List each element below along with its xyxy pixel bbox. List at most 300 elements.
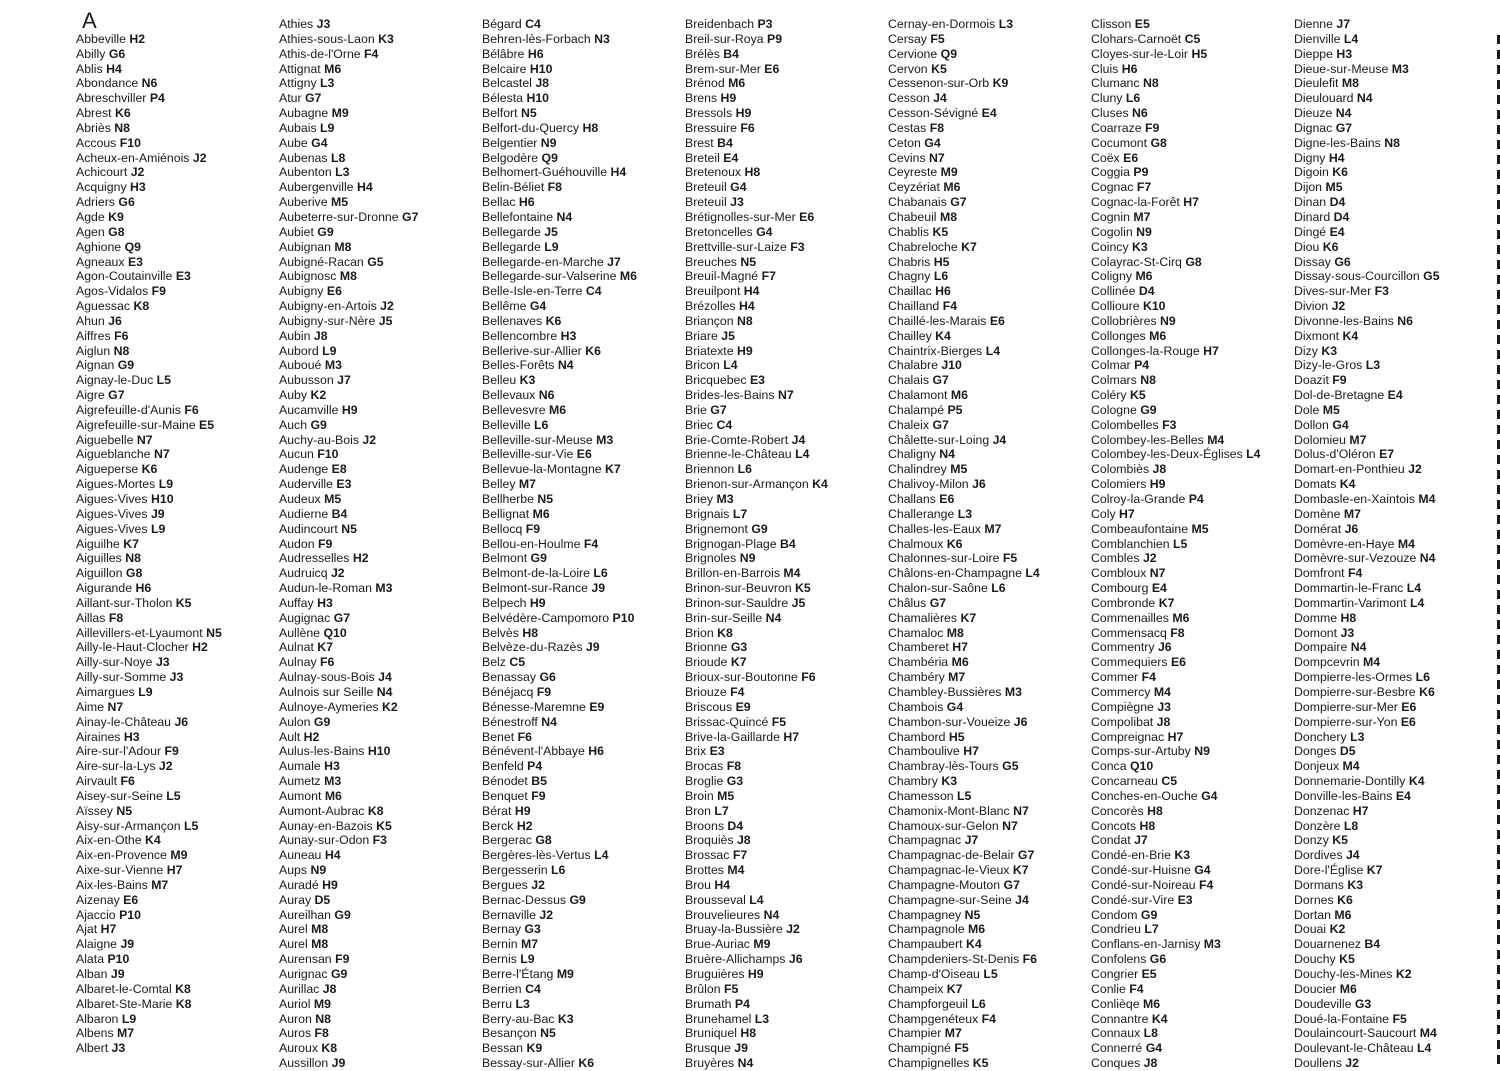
grid-reference: J9 <box>591 581 606 596</box>
place-name: Colmar <box>1091 358 1131 373</box>
place-name: Bessay-sur-Allier <box>482 1056 575 1071</box>
place-entry <box>1294 269 1494 284</box>
place-name: Belpech <box>482 595 527 610</box>
grid-reference: M9 <box>331 106 349 121</box>
place-name: Dissay <box>1294 254 1331 269</box>
place-entry <box>1091 581 1291 596</box>
place-entry <box>482 136 682 151</box>
place-entry <box>482 581 682 596</box>
grid-reference: N4 <box>376 684 393 699</box>
place-name: Digne-les-Bains <box>1294 135 1381 150</box>
place-name: Breteuil <box>685 180 727 195</box>
place-entry <box>1294 314 1494 329</box>
grid-reference: P10 <box>107 952 130 967</box>
place-entry <box>1294 833 1494 848</box>
place-name: Champaubert <box>888 937 963 952</box>
place-entry <box>482 522 682 537</box>
place-entry <box>888 848 1088 863</box>
place-entry <box>1294 878 1494 893</box>
place-name: Broquiès <box>685 833 734 848</box>
place-name: Broglie <box>685 774 724 789</box>
place-entry <box>76 967 276 982</box>
place-entry <box>76 225 276 240</box>
grid-reference: J6 <box>174 714 189 729</box>
grid-reference: M7 <box>1133 209 1151 224</box>
grid-reference: F9 <box>1145 120 1160 135</box>
place-entry <box>888 418 1088 433</box>
grid-reference: L6 <box>1415 670 1430 685</box>
grid-reference: L4 <box>1025 566 1040 581</box>
place-name: Aubusson <box>279 373 334 388</box>
grid-reference: K5 <box>932 224 949 239</box>
place-entry <box>888 952 1088 967</box>
place-name: Aubais <box>279 120 317 135</box>
place-entry <box>76 655 276 670</box>
place-name: Dijon <box>1294 180 1323 195</box>
place-entry <box>685 596 885 611</box>
place-name: Champforgeuil <box>888 996 968 1011</box>
grid-reference: F6 <box>184 402 199 417</box>
place-entry <box>685 1026 885 1041</box>
grid-reference: F9 <box>335 952 350 967</box>
grid-reference: E5 <box>1134 17 1150 31</box>
place-name: Ahun <box>76 313 105 328</box>
place-name: Briscous <box>685 699 733 714</box>
place-name: Auriol <box>279 996 311 1011</box>
place-name: Auffay <box>279 595 314 610</box>
place-name: Ceyzériat <box>888 180 940 195</box>
grid-reference: E6 <box>1400 714 1416 729</box>
place-name: Chamaloc <box>888 625 944 640</box>
place-name: Bellegarde-sur-Valserine <box>482 269 617 284</box>
grid-reference: L9 <box>322 343 337 358</box>
grid-reference: H2 <box>303 729 320 744</box>
place-entry <box>482 284 682 299</box>
grid-reference: H10 <box>529 61 553 76</box>
place-entry <box>1091 225 1291 240</box>
place-name: Colomiers <box>1091 477 1147 492</box>
grid-reference: J6 <box>788 952 803 967</box>
place-name: Belgodère <box>482 150 539 165</box>
place-entry <box>1091 611 1291 626</box>
place-entry <box>76 819 276 834</box>
place-entry <box>888 329 1088 344</box>
place-name: Dordives <box>1294 848 1343 863</box>
grid-reference: F8 <box>547 180 562 195</box>
place-entry <box>888 611 1088 626</box>
place-entry <box>1294 507 1494 522</box>
grid-reference: H4 <box>1328 150 1345 165</box>
grid-reference: G6 <box>108 46 126 61</box>
place-name: Dieuze <box>1294 106 1333 121</box>
grid-reference: J8 <box>313 328 328 343</box>
grid-reference: K2 <box>1395 967 1412 981</box>
place-entry <box>482 1056 682 1071</box>
grid-reference: L6 <box>933 269 949 284</box>
place-name: Aisy-sur-Armançon <box>76 818 181 833</box>
place-entry <box>1091 165 1291 180</box>
place-name: Douai <box>1294 922 1327 937</box>
place-name: Chalais <box>888 373 930 388</box>
place-name: Brettville-sur-Laize <box>685 239 787 254</box>
place-entry <box>279 819 479 834</box>
grid-reference: H7 <box>100 922 117 937</box>
grid-reference: N6 <box>538 388 555 403</box>
place-entry <box>1294 462 1494 477</box>
place-entry <box>76 195 276 210</box>
grid-reference: L8 <box>1343 818 1359 833</box>
grid-reference: N8 <box>114 120 131 135</box>
place-entry <box>888 744 1088 759</box>
place-name: Aubignan <box>279 239 331 254</box>
place-entry <box>1294 596 1494 611</box>
grid-reference: C5 <box>509 655 526 670</box>
grid-reference: N5 <box>116 803 133 818</box>
grid-reference: L6 <box>991 581 1006 596</box>
place-name: Chailley <box>888 328 932 343</box>
place-entry <box>888 62 1088 77</box>
place-entry <box>482 596 682 611</box>
place-name: Champagnac-de-Belair <box>888 848 1015 863</box>
place-entry <box>1091 91 1291 106</box>
grid-reference: M5 <box>1325 180 1343 195</box>
grid-reference: K7 <box>1012 863 1029 878</box>
place-name: Challans <box>888 492 936 506</box>
place-name: Auros <box>279 1026 312 1041</box>
grid-reference: L4 <box>723 358 738 373</box>
place-entry <box>1294 1026 1494 1041</box>
index-column-3 <box>482 17 682 1071</box>
place-entry <box>685 165 885 180</box>
place-entry <box>685 403 885 418</box>
place-entry <box>76 952 276 967</box>
place-name: Aubigné-Racan <box>279 254 364 269</box>
place-entry <box>1091 908 1291 923</box>
grid-reference: N9 <box>1194 744 1210 759</box>
place-entry <box>685 151 885 166</box>
place-name: Aubenton <box>279 165 332 180</box>
place-name: Aïssey <box>76 803 113 818</box>
place-name: Domont <box>1294 625 1338 640</box>
place-name: Dompierre-sur-Besbre <box>1294 684 1416 699</box>
place-entry <box>482 269 682 284</box>
grid-reference: E8 <box>331 462 347 477</box>
grid-reference: J7 <box>1336 17 1351 31</box>
grid-reference: M6 <box>1172 610 1190 625</box>
place-name: Dignac <box>1294 120 1333 135</box>
grid-reference: M4 <box>1153 684 1171 699</box>
place-entry <box>1294 136 1494 151</box>
place-entry <box>1091 269 1291 284</box>
place-name: Aigre <box>76 388 105 403</box>
place-name: Dompierre-les-Ormes <box>1294 670 1413 685</box>
place-entry <box>279 447 479 462</box>
place-entry <box>482 670 682 685</box>
place-entry <box>279 997 479 1012</box>
grid-reference: K6 <box>585 343 601 358</box>
place-entry <box>482 655 682 670</box>
place-name: Colombey-les-Belles <box>1091 432 1204 447</box>
place-entry <box>685 848 885 863</box>
place-name: Aigues-Vives <box>76 521 148 536</box>
place-entry <box>279 373 479 388</box>
grid-reference: H5 <box>933 254 950 269</box>
grid-reference: K3 <box>519 373 536 388</box>
place-name: Bricon <box>685 358 720 373</box>
place-name: Belleu <box>482 373 517 388</box>
place-entry <box>76 759 276 774</box>
place-name: Dormans <box>1294 877 1344 892</box>
place-entry <box>482 1026 682 1041</box>
place-name: Connantre <box>1091 1011 1149 1026</box>
place-entry <box>888 314 1088 329</box>
grid-reference: M3 <box>1203 937 1221 952</box>
place-entry <box>685 299 885 314</box>
place-entry <box>888 136 1088 151</box>
place-entry <box>1091 833 1291 848</box>
place-name: Doulaincourt-Saucourt <box>1294 1026 1417 1041</box>
place-entry <box>279 492 479 507</box>
grid-reference: M9 <box>313 996 331 1011</box>
grid-reference: L3 <box>1365 358 1381 373</box>
place-entry <box>482 329 682 344</box>
place-entry <box>888 685 1088 700</box>
place-name: Ainay-le-Château <box>76 714 172 729</box>
place-name: Dienville <box>1294 31 1341 46</box>
grid-reference: G9 <box>313 714 331 729</box>
grid-reference: M5 <box>1191 521 1209 536</box>
place-entry <box>76 91 276 106</box>
place-entry <box>482 165 682 180</box>
grid-reference: K4 <box>812 477 828 492</box>
grid-reference: K5 <box>175 595 192 610</box>
place-name: Belmont <box>482 551 528 566</box>
place-name: Berck <box>482 818 514 833</box>
grid-reference: B4 <box>717 135 733 150</box>
grid-reference: H7 <box>963 744 979 759</box>
place-name: Concots <box>1091 818 1137 833</box>
place-entry <box>482 462 682 477</box>
place-entry <box>482 76 682 91</box>
place-entry <box>888 121 1088 136</box>
place-entry <box>279 611 479 626</box>
place-entry <box>1091 922 1291 937</box>
place-name: Concarneau <box>1091 774 1158 789</box>
grid-reference: F4 <box>942 299 958 314</box>
grid-reference: H6 <box>935 284 951 299</box>
grid-reference: F3 <box>790 239 805 254</box>
place-entry <box>1294 893 1494 908</box>
grid-reference: N7 <box>136 432 153 447</box>
grid-reference: F4 <box>1141 670 1156 685</box>
place-entry <box>279 537 479 552</box>
grid-reference: K2 <box>381 699 398 714</box>
section-letter: A <box>82 8 98 33</box>
place-entry <box>685 373 885 388</box>
grid-reference: M3 <box>375 581 393 596</box>
place-entry <box>1294 759 1494 774</box>
grid-reference: M3 <box>324 774 342 789</box>
place-name: Agen <box>76 224 105 239</box>
place-name: Aumetz <box>279 774 321 789</box>
place-entry <box>1294 32 1494 47</box>
grid-reference: M6 <box>1149 328 1167 343</box>
place-entry <box>1294 344 1494 359</box>
place-name: Berrien <box>482 981 522 996</box>
place-entry <box>1091 151 1291 166</box>
grid-reference: N8 <box>113 343 130 358</box>
grid-reference: N8 <box>1384 135 1400 150</box>
grid-reference: H8 <box>740 1026 757 1041</box>
place-name: Brienon-sur-Armançon <box>685 477 809 492</box>
place-entry <box>1294 418 1494 433</box>
place-entry <box>1294 952 1494 967</box>
place-entry <box>279 908 479 923</box>
grid-reference: L6 <box>593 566 608 581</box>
place-entry <box>279 17 479 32</box>
grid-reference: L3 <box>515 996 530 1011</box>
place-name: Aiglun <box>76 343 111 358</box>
place-entry <box>279 804 479 819</box>
place-entry <box>279 744 479 759</box>
place-name: Combronde <box>1091 595 1156 610</box>
grid-reference: L9 <box>121 1011 137 1026</box>
index-column-5 <box>888 17 1088 1071</box>
place-entry <box>76 180 276 195</box>
place-entry <box>76 106 276 121</box>
place-entry <box>279 626 479 641</box>
grid-reference: C5 <box>1184 31 1201 46</box>
place-entry <box>1294 655 1494 670</box>
place-entry <box>685 329 885 344</box>
grid-reference: G4 <box>756 224 773 239</box>
place-name: Aigues-Vives <box>76 492 148 506</box>
place-name: Colombiès <box>1091 462 1150 477</box>
place-name: Chambry <box>888 774 938 789</box>
place-name: Briare <box>685 328 718 343</box>
place-name: Bergues <box>482 877 528 892</box>
place-entry <box>482 566 682 581</box>
place-entry <box>76 388 276 403</box>
place-entry <box>76 774 276 789</box>
place-name: Aigueperse <box>76 462 139 477</box>
grid-reference: L4 <box>1246 447 1261 462</box>
grid-reference: L9 <box>544 239 559 254</box>
grid-reference: E4 <box>1329 224 1345 239</box>
place-name: Chabeuil <box>888 209 937 224</box>
place-name: Aunay-sur-Odon <box>279 833 370 848</box>
grid-reference: F5 <box>930 31 945 46</box>
grid-reference: L9 <box>158 477 174 492</box>
place-entry <box>888 210 1088 225</box>
grid-reference: L7 <box>732 506 748 521</box>
place-name: Dives-sur-Mer <box>1294 284 1372 299</box>
grid-reference: M6 <box>943 180 961 195</box>
place-name: Aiguilles <box>76 551 122 566</box>
place-name: Adriers <box>76 195 115 210</box>
grid-reference: J4 <box>378 670 392 685</box>
grid-reference: M6 <box>1339 981 1357 996</box>
place-entry <box>279 507 479 522</box>
place-entry <box>482 180 682 195</box>
place-entry <box>685 804 885 819</box>
place-name: Dieulouard <box>1294 91 1354 106</box>
grid-reference: F4 <box>730 684 745 699</box>
grid-reference: M7 <box>117 1026 135 1041</box>
grid-reference: F6 <box>120 774 135 789</box>
place-entry <box>482 730 682 745</box>
place-entry <box>279 893 479 908</box>
place-name: Aumont <box>279 788 322 803</box>
place-name: Bergesserin <box>482 863 548 878</box>
place-name: Aucamville <box>279 402 339 417</box>
grid-reference: M9 <box>170 848 188 863</box>
index-column-7 <box>1294 17 1494 1071</box>
place-name: Clumanc <box>1091 76 1140 91</box>
grid-reference: F9 <box>164 744 179 759</box>
grid-reference: K3 <box>1347 877 1364 892</box>
place-name: Donchery <box>1294 729 1347 744</box>
grid-reference: K4 <box>1151 1011 1168 1026</box>
place-entry <box>76 433 276 448</box>
place-name: Bergères-lès-Vertus <box>482 848 591 863</box>
grid-reference: L5 <box>183 818 199 833</box>
place-name: Bellac <box>482 195 516 210</box>
place-name: Abilly <box>76 46 106 61</box>
place-entry <box>1294 611 1494 626</box>
grid-reference: L6 <box>1125 91 1141 106</box>
grid-reference: M8 <box>334 239 352 254</box>
place-name: Brinon-sur-Beuvron <box>685 581 792 596</box>
grid-reference: N8 <box>125 551 141 566</box>
place-name: Coincy <box>1091 239 1129 254</box>
place-name: Abbeville <box>76 31 126 46</box>
place-entry <box>888 626 1088 641</box>
place-entry <box>1091 106 1291 121</box>
place-name: Combeaufontaine <box>1091 521 1189 536</box>
place-name: Breuches <box>685 254 737 269</box>
grid-reference: K6 <box>1322 239 1339 254</box>
grid-reference: K6 <box>545 313 562 328</box>
place-name: Donjeux <box>1294 759 1340 774</box>
place-entry <box>1091 1012 1291 1027</box>
place-entry <box>685 507 885 522</box>
grid-reference: F3 <box>1162 417 1177 432</box>
grid-reference: M5 <box>330 195 349 210</box>
place-entry <box>685 937 885 952</box>
place-name: Brousseval <box>685 892 746 907</box>
grid-reference: D4 <box>727 818 744 833</box>
grid-reference: G7 <box>1017 848 1035 863</box>
place-name: Condrieu <box>1091 922 1141 937</box>
place-entry <box>76 269 276 284</box>
place-entry <box>888 106 1088 121</box>
place-name: Domfront <box>1294 566 1345 581</box>
grid-reference: H6 <box>588 744 604 759</box>
grid-reference: K6 <box>1419 684 1435 699</box>
grid-reference: G4 <box>1145 1041 1163 1056</box>
place-name: Donnemarie-Dontilly <box>1294 774 1406 789</box>
place-entry <box>888 819 1088 834</box>
place-entry <box>482 91 682 106</box>
place-name: Dizy <box>1294 343 1318 358</box>
grid-reference: H10 <box>526 91 550 106</box>
place-entry <box>482 551 682 566</box>
place-entry <box>888 670 1088 685</box>
place-name: Commercy <box>1091 684 1151 699</box>
place-entry <box>76 477 276 492</box>
grid-reference: J2 <box>1408 462 1422 477</box>
